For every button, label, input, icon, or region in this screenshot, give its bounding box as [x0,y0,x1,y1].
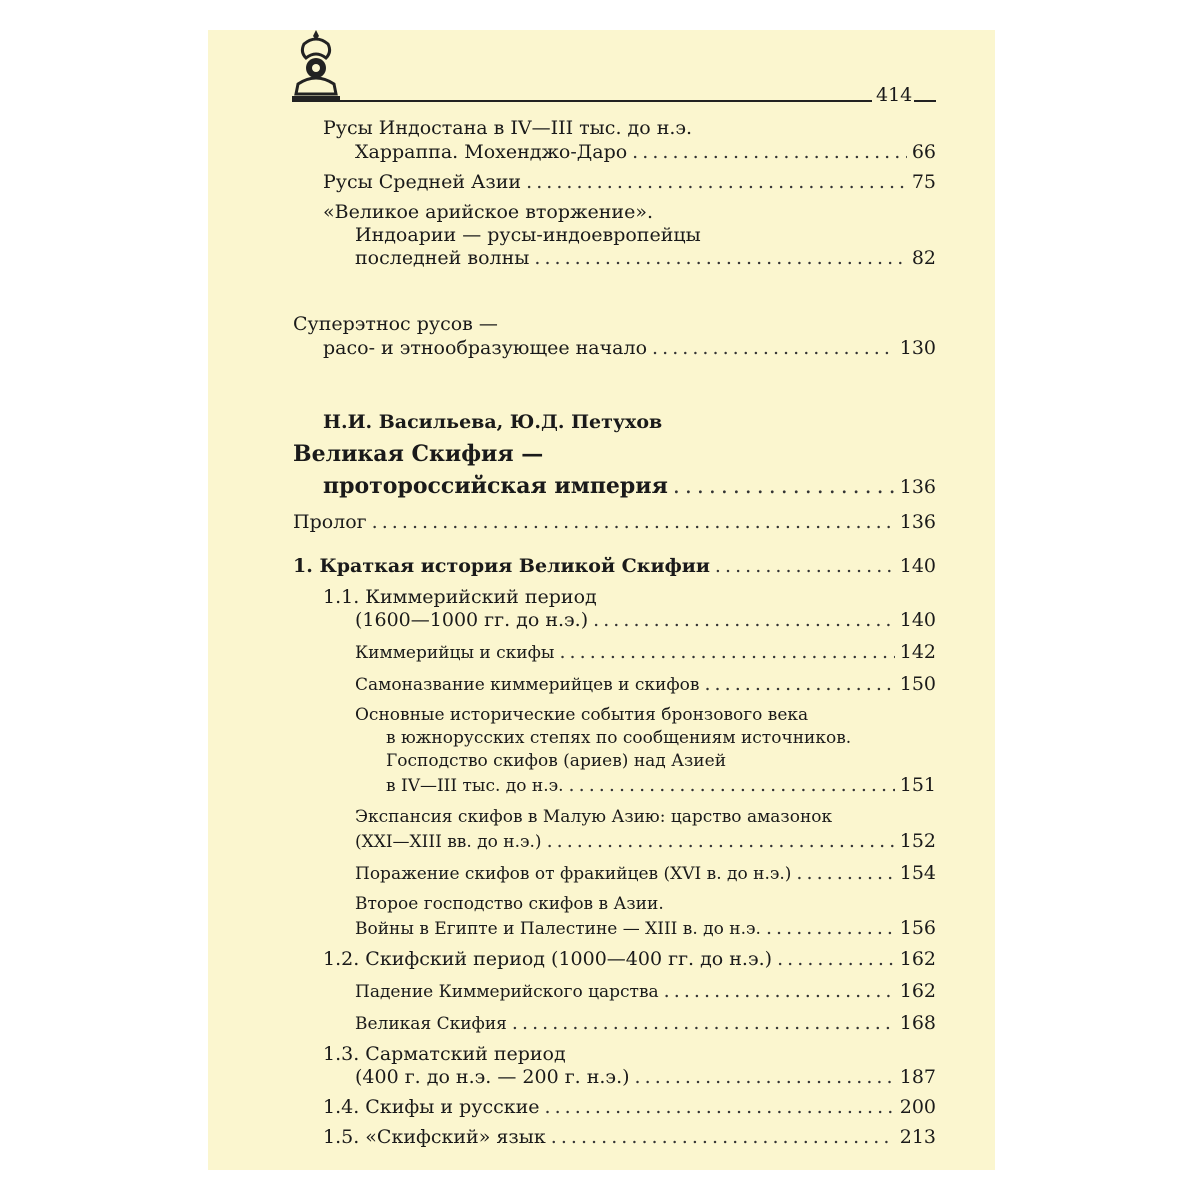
leader-dots [766,916,895,940]
toc-entry-title: 1. Краткая история Великой Скифии [293,555,710,577]
leader-dots [673,473,895,501]
leader-dots [635,1065,895,1089]
toc-entry-page: 136 [899,476,936,498]
toc-entry [323,170,936,194]
toc-entry-title: Русы Средней Азии [323,171,522,193]
toc-entry-title: Харраппа. Мохенджо-Даро [355,141,628,163]
toc-entry-title: протороссийская империя [323,473,668,499]
toc-entry [355,246,936,270]
toc-text: Суперэтнос русов — [293,313,498,335]
header-rule [292,100,872,102]
leader-dots [534,246,906,270]
toc-text: Индоарии — русы-индоевропейцы [355,224,701,246]
leader-dots [796,861,894,885]
toc-entry-page: 156 [899,917,936,939]
toc-entry-page: 82 [911,247,936,269]
toc-entry [355,979,936,1004]
toc-text: Господство скифов (ариев) над Азией [386,751,727,771]
section-title: Великая Скифия — [293,441,544,467]
toc-entry-page: 162 [899,948,936,970]
toc-entry [323,1095,936,1119]
toc-entry-title: (XXI—XIII вв. до н.э.) [355,832,542,852]
leader-dots [704,672,894,696]
toc-entry [386,773,936,798]
toc-entry [355,861,936,886]
toc-entry-title: Великая Скифия [355,1014,507,1034]
leader-dots [569,773,895,797]
toc-entry-page: 162 [899,980,936,1002]
toc-text: Основные исторические события бронзового века [355,705,809,725]
toc-text: в южнорусских степях по сообщениям источников. [386,728,852,748]
toc-entry-title: последней волны [355,247,530,269]
page-number: 414 [876,84,913,106]
toc-entry-page: 140 [899,609,936,631]
toc-entry-title: Киммерийцы и скифы [355,643,555,663]
toc-entry [355,140,936,164]
toc-entry-page: 154 [899,862,936,884]
toc-entry-title: 1.4. Скифы и русские [323,1096,540,1118]
toc-entry [355,1065,936,1089]
leader-dots [593,608,895,632]
toc-entry-title: Пролог [293,511,367,533]
leader-dots [545,1095,895,1119]
toc-text: «Великое арийское вторжение». [323,201,653,223]
leader-dots [777,947,895,971]
toc-entry-title: в IV—III тыс. до н.э. [386,776,564,796]
toc-entry [355,608,936,632]
authors: Н.И. Васильева, Ю.Д. Петухов [323,411,663,433]
toc-entry-page: 142 [899,641,936,663]
leader-dots [652,336,895,360]
toc-entry [293,510,936,534]
toc-entry [355,829,936,854]
toc-text: Экспансия скифов в Малую Азию: царство амазонок [355,807,833,827]
leader-dots [372,510,895,534]
toc-entry-page: 152 [899,830,936,852]
toc-entry-page: 66 [911,141,936,163]
leader-dots [715,554,895,578]
toc-entry-title: Войны в Египте и Палестине — XIII в. до н.э. [355,919,761,939]
toc-entry-page: 136 [899,511,936,533]
toc-entry-page: 168 [899,1012,936,1034]
toc-entry-page: 75 [911,171,936,193]
toc-entry-page: 140 [899,555,936,577]
toc-text: Второе господство скифов в Азии. [355,894,664,914]
leader-dots [632,140,907,164]
ornament-emblem-icon [292,28,340,102]
leader-dots [512,1011,895,1035]
toc-entry [355,1011,936,1036]
toc-entry-page: 130 [899,337,936,359]
toc-entry [323,472,936,501]
toc-entry-title: 1.5. «Скифский» язык [323,1126,546,1148]
toc-entry-title: (1600—1000 гг. до н.э.) [355,609,589,631]
leader-dots [547,829,895,853]
toc-entry [355,672,936,697]
toc-entry-title: Поражение скифов от фракийцев (XVI в. до н.э.) [355,864,792,884]
toc-entry-title: Падение Киммерийского царства [355,982,659,1002]
leader-dots [551,1125,895,1149]
leader-dots [559,640,894,664]
toc-text: 1.1. Киммерийский период [323,586,597,608]
toc-entry [323,1125,936,1149]
toc-entry-title: 1.2. Скифский период (1000—400 гг. до н.э.) [323,948,773,970]
leader-dots [664,979,895,1003]
toc-entry [323,947,936,971]
toc-entry-page: 213 [899,1126,936,1148]
toc-text: Русы Индостана в IV—III тыс. до н.э. [323,117,693,139]
toc-entry-page: 151 [899,774,936,796]
toc-entry-page: 200 [899,1096,936,1118]
toc-entry-page: 187 [899,1066,936,1088]
toc-entry-page: 150 [899,673,936,695]
toc-text: 1.3. Сарматский период [323,1043,566,1065]
toc-entry [355,640,936,665]
toc-entry-title: (400 г. до н.э. — 200 г. н.э.) [355,1066,630,1088]
leader-dots [526,170,907,194]
toc-entry [355,916,936,941]
toc-entry-title: расо- и этнообразующее начало [323,337,648,359]
toc-entry-title: Самоназвание киммерийцев и скифов [355,675,700,695]
header-rule-end [914,100,936,102]
toc-entry [293,554,936,578]
toc-entry [323,336,936,360]
